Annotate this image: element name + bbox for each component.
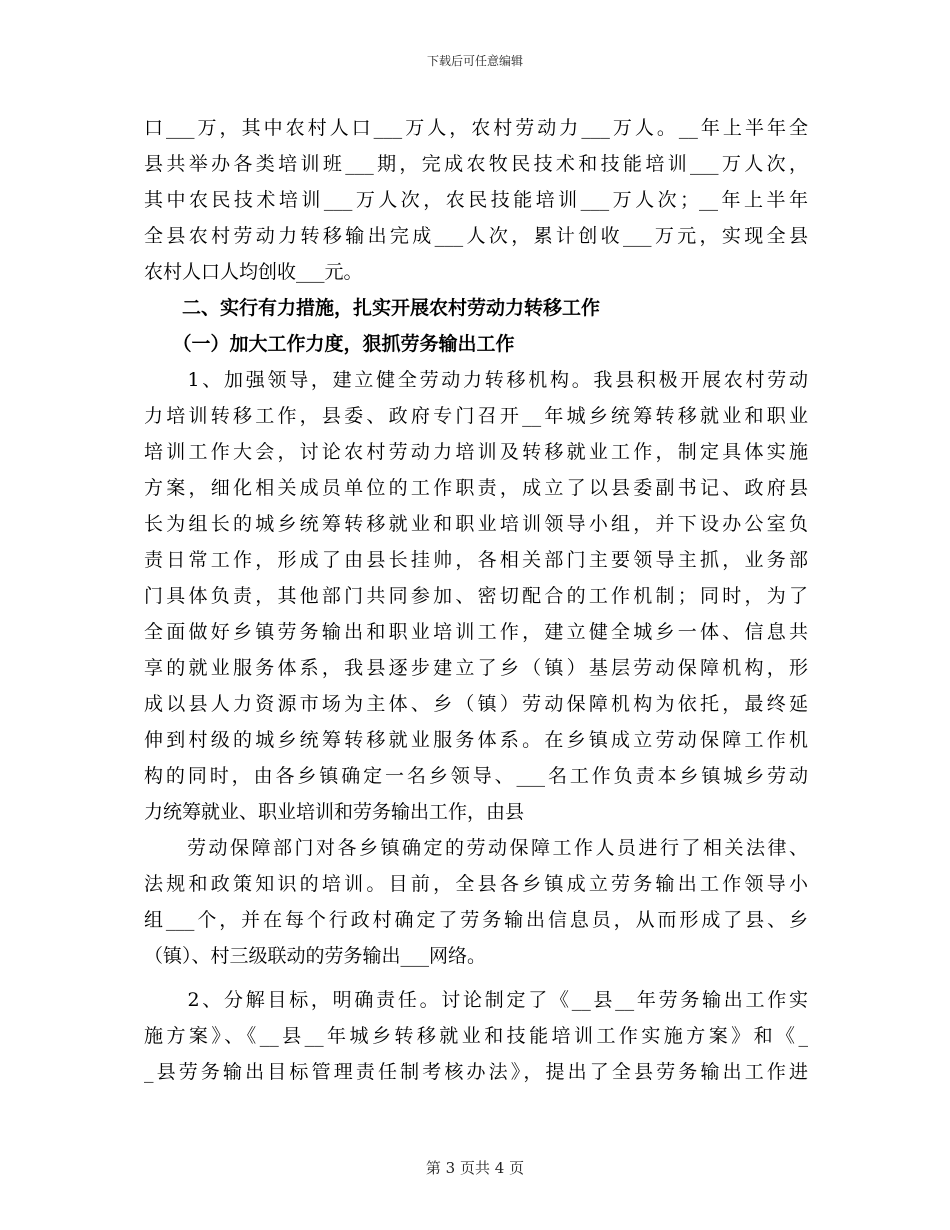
text-line: 法规和政策知识的培训。目前，全县各乡镇成立劳务输出工作领导小 <box>144 873 808 895</box>
text-line: 构的同时，由各乡镇确定一名乡领导、___名工作负责本乡镇城乡劳动 <box>144 765 808 787</box>
subsection-heading: （一）加大工作力度，狠抓劳务输出工作 <box>144 333 515 355</box>
text-line: 成以县人力资源市场为主体、乡（镇）劳动保障机构为依托，最终延 <box>144 693 808 715</box>
text-line: 伸到村级的城乡统筹转移就业服务体系。在乡镇成立劳动保障工作机 <box>144 729 808 751</box>
page-header: 下载后可任意编辑 <box>426 54 523 68</box>
text-line: 全面做好乡镇劳务输出和职业培训工作，建立健全城乡一体、信息共 <box>144 621 808 643</box>
text-line: 全县农村劳动力转移输出完成___人次，累计创收___万元，实现全县 <box>144 225 808 247</box>
text-line: _县劳务输出目标管理责任制考核办法》，提出了全县劳务输出工作进 <box>144 1061 808 1083</box>
text-line: 劳动保障部门对各乡镇确定的劳动保障工作人员进行了相关法律、 <box>144 837 808 859</box>
text-line: 施方案》、《__县__年城乡转移就业和技能培训工作实施方案》和《_ <box>144 1025 808 1047</box>
text-line: 农村人口人均创收___元。 <box>144 261 363 283</box>
text-line: 门具体负责，其他部门共同参加、密切配合的工作机制；同时，为了 <box>144 585 808 607</box>
document-body <box>144 110 808 1090</box>
text-line: 2、分解目标，明确责任。讨论制定了《__县__年劳务输出工作实 <box>144 989 808 1011</box>
text-line: 力统筹就业、职业培训和劳务输出工作，由县 <box>144 801 525 823</box>
text-line: 组___个，并在每个行政村确定了劳务输出信息员，从而形成了县、乡 <box>144 909 808 931</box>
page-footer: 第 3 页共 4 页 <box>425 1159 525 1177</box>
text-line: 1、加强领导，建立健全劳动力转移机构。我县积极开展农村劳动 <box>144 369 808 391</box>
text-line: 享的就业服务体系，我县逐步建立了乡（镇）基层劳动保障机构，形 <box>144 657 808 679</box>
text-line: 培训工作大会，讨论农村劳动力培训及转移就业工作，制定具体实施 <box>144 441 808 463</box>
text-line: 长为组长的城乡统筹转移就业和职业培训领导小组，并下设办公室负 <box>144 513 808 535</box>
text-line: 力培训转移工作，县委、政府专门召开__年城乡统筹转移就业和职业 <box>144 405 808 427</box>
text-line: 口___万，其中农村人口___万人，农村劳动力___万人。__年上半年全 <box>144 117 808 139</box>
text-line: 其中农民技术培训___万人次，农民技能培训___万人次；__年上半年 <box>144 189 808 211</box>
text-line: 县共举办各类培训班___期，完成农牧民技术和技能培训___万人次， <box>144 153 808 175</box>
text-line: 责日常工作，形成了由县长挂帅，各相关部门主要领导主抓，业务部 <box>144 549 808 571</box>
text-line: 方案，细化相关成员单位的工作职责，成立了以县委副书记、政府县 <box>144 477 808 499</box>
section-heading: 二、实行有力措施，扎实开展农村劳动力转移工作 <box>144 297 601 319</box>
text-line: （镇）、村三级联动的劳务输出___网络。 <box>144 945 487 967</box>
